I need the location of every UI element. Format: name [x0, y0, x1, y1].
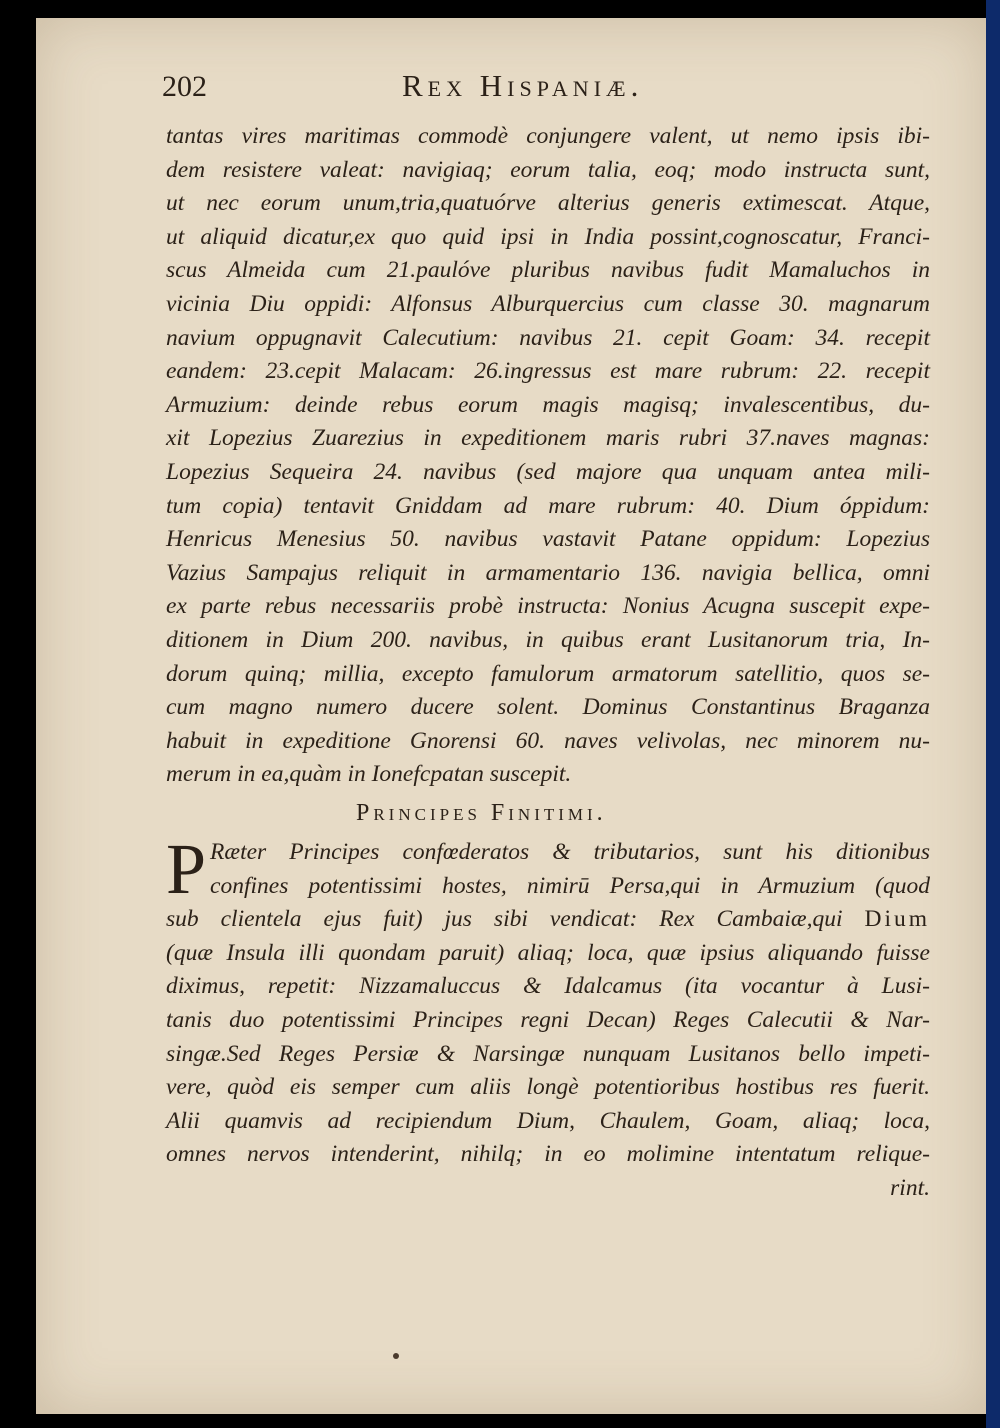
- text-line: ditionem in Dium 200. navibus, in quibus erant Lusitanorum tria, In-: [166, 626, 930, 653]
- text-line: dorum quinq; millia, excepto famulorum armatorum satellitio, quos se-: [166, 660, 930, 687]
- text-line: eandem: 23.cepit Malacam: 26.ingressus est mare rubrum: 22. recepit: [166, 358, 930, 385]
- text-line: (quæ Insula illi quondam paruit) aliaq; loca, quæ ipsius aliquando fuisse: [166, 939, 930, 966]
- text-line: Vazius Sampajus reliquit in armamentario 136. navigia bellica, omni: [166, 559, 930, 586]
- text-line: xit Lopezius Zuarezius in expeditionem maris rubri 37.naves magnas:: [166, 425, 930, 452]
- text-line: ex parte rebus necessariis probè instructa: Nonius Acugna suscepit expe-: [166, 593, 930, 620]
- text-line: ut aliquid dicatur,ex quo quid ipsi in India possint,cognoscatur, Franci-: [166, 223, 930, 250]
- text-line: tum copia) tentavit Gniddam ad mare rubrum: 40. Dium óppidum:: [166, 492, 930, 519]
- text-line: Lopezius Sequeira 24. navibus (sed majore qua unquam antea mili-: [166, 458, 930, 485]
- smallcaps-word: Dium: [864, 906, 931, 933]
- text-line: Armuzium: deinde rebus eorum magis magisq; invalescentibus, du-: [166, 391, 930, 418]
- text-line: singæ.Sed Reges Persiæ & Narsingæ nunquam Lusitanos bello impeti-: [166, 1040, 930, 1067]
- paragraph-1: [166, 120, 930, 800]
- text-line: Alii quamvis ad recipiendum Dium, Chaulem, Goam, aliaq; loca,: [166, 1107, 930, 1134]
- text-line: Ræter Principes confœderatos & tributarios, sunt his ditionibus: [210, 839, 930, 865]
- page-number: 202: [162, 70, 207, 103]
- text-line: Henricus Menesius 50. navibus vastavit Patane oppidum: Lopezius: [166, 526, 930, 553]
- drop-cap: P: [166, 829, 207, 909]
- text-line: tanis duo potentissimi Principes regni Decan) Reges Calecutii & Nar-: [166, 1006, 930, 1033]
- text-line: scus Almeida cum 21.paulóve pluribus navibus fudit Mamaluchos in: [166, 257, 930, 284]
- text-line: tantas vires maritimas commodè conjungere valent, ut nemo ipsis ibi-: [166, 123, 930, 149]
- ink-dot: [393, 1353, 399, 1359]
- text-line: diximus, repetit: Nizzamaluccus & Idalcamus (ita vocantur à Lusi-: [166, 973, 930, 1000]
- text-line: omnes nervos intenderint, nihilq; in eo molimine intentatum relique-: [166, 1141, 930, 1168]
- text-line: navium oppugnavit Calecutium: navibus 21. cepit Goam: 34. recepit: [166, 324, 930, 351]
- page-header: [162, 62, 962, 114]
- text-line: confines potentissimi hostes, nimirū Persa,qui in Armuzium (quod: [210, 872, 930, 899]
- text-line: ut nec eorum unum,tria,quatuórve alterius generis extimescat. Atque,: [166, 190, 930, 217]
- running-head: Rex Hispaniæ.: [402, 68, 644, 103]
- text-line: vicinia Diu oppidi: Alfonsus Alburquercius cum classe 30. magnarum: [166, 290, 930, 317]
- scan-edge-strip: [986, 0, 1000, 1428]
- section-heading: Principes Finitimi.: [356, 800, 607, 826]
- text-line: habuit in expeditione Gnorensi 60. naves velivolas, nec minorem nu-: [166, 727, 930, 754]
- text-line: dem resistere valeat: navigiaq; eorum talia, eoq; modo instructa sunt,: [166, 156, 930, 183]
- text-line: vere, quòd eis semper cum aliis longè potentioribus hostibus res fuerit.: [166, 1074, 930, 1101]
- text-fragment: sub clientela ejus fuit) jus sibi vendicat: Rex Cambaiæ,qui: [166, 906, 843, 933]
- catchword: rint.: [890, 1174, 930, 1201]
- paragraph-2: [166, 829, 931, 1216]
- text-line-with-smallcaps: [166, 903, 930, 937]
- text-line: merum in ea,quàm in Ionefcpatan suscepit.: [166, 761, 572, 788]
- text-line: cum magno numero ducere solent. Dominus Constantinus Braganza: [166, 694, 930, 721]
